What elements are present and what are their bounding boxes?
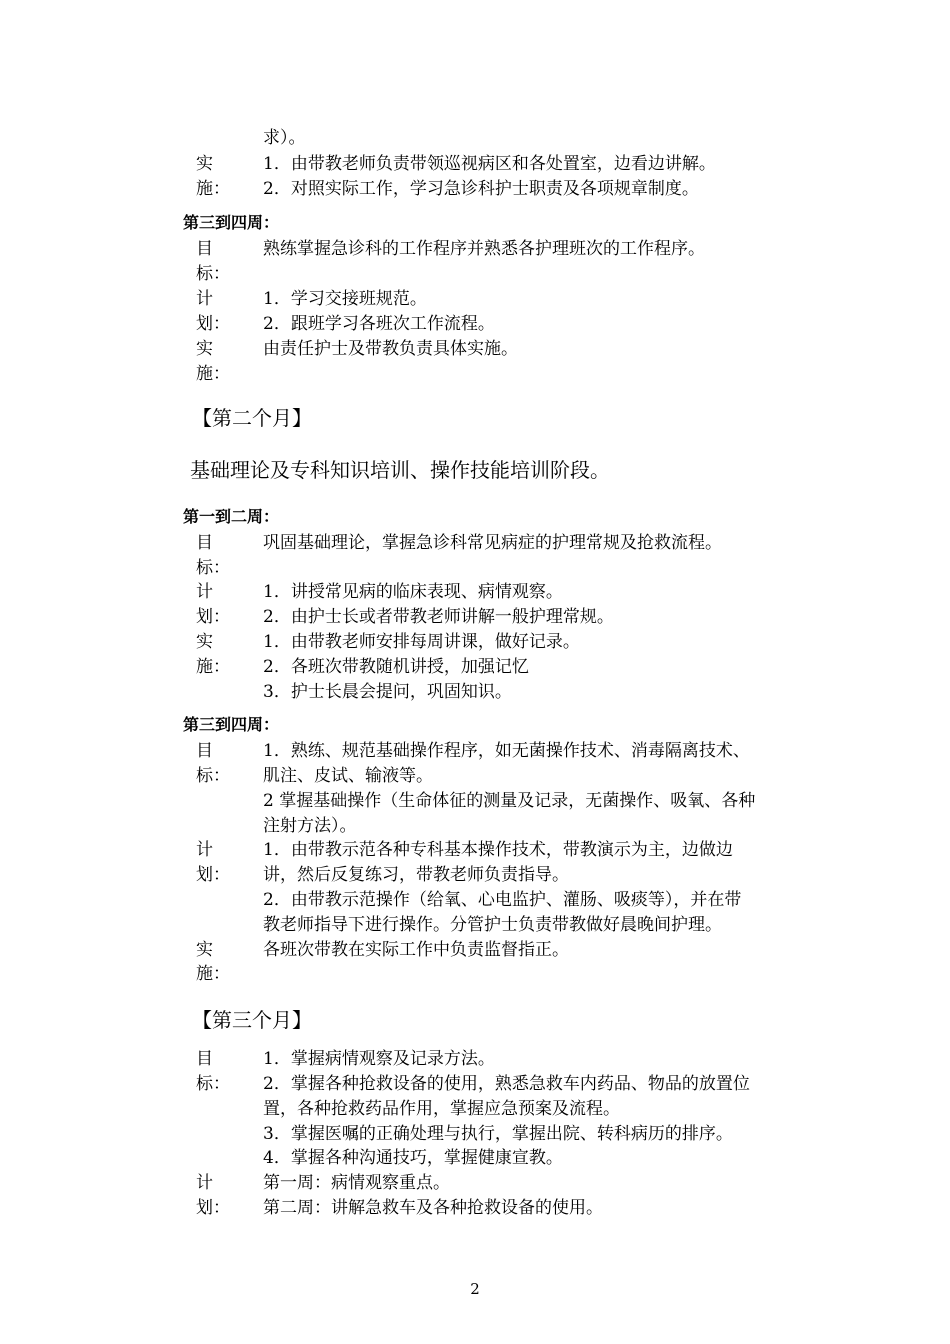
label-mu: 目 [196,533,213,553]
text-line: 4．掌握各种沟通技巧，掌握健康宣教。 [263,1148,563,1168]
label-shi2: 施： [196,657,230,677]
section-heading: 第三到四周： [183,715,280,734]
label-biao: 标： [196,1074,230,1094]
label-shi2: 施： [196,364,230,384]
text-line: 2．各班次带教随机讲授，加强记忆 [263,657,529,677]
text-line: 注射方法）。 [263,816,357,836]
text-line: 1．掌握病情观察及记录方法。 [263,1049,495,1069]
text-line: 2 掌握基础操作（生命体征的测量及记录，无菌操作、吸氧、各种 [263,791,756,811]
text-line: 2．对照实际工作，学习急诊科护士职责及各项规章制度。 [263,179,699,199]
label-hua: 划： [196,314,230,334]
text-line: 3．掌握医嘱的正确处理与执行，掌握出院、转科病历的排序。 [263,1124,733,1144]
text-line: 1．由带教老师负责带领巡视病区和各处置室，边看边讲解。 [263,154,716,174]
section-heading: 第一到二周： [183,507,280,526]
label-ji: 计 [196,840,213,860]
text-line: 2．由带教示范操作（给氧、心电监护、灌肠、吸痰等），并在带 [263,890,742,910]
text-line: 各班次带教在实际工作中负责监督指正。 [263,940,569,960]
page-number: 2 [470,1280,480,1298]
label-ji: 计 [196,582,213,602]
label-shi: 实 [196,154,213,174]
label-shi2: 施： [196,179,230,199]
section-heading: 第三到四周： [183,213,280,232]
text-line: 1．熟练、规范基础操作程序，如无菌操作技术、消毒隔离技术、 [263,741,750,761]
text-line: 第二周：讲解急救车及各种抢救设备的使用。 [263,1198,603,1218]
text-line: 肌注、皮试、输液等。 [263,766,433,786]
text-line: 由责任护士及带教负责具体实施。 [263,339,518,359]
label-ji: 计 [196,1173,213,1193]
text-line: 置，各种抢救药品作用，掌握应急预案及流程。 [263,1099,620,1119]
text-line: 1．由带教老师安排每周讲课，做好记录。 [263,632,580,652]
label-shi2: 施： [196,964,230,984]
text-line: 1．由带教示范各种专科基本操作技术，带教演示为主，边做边 [263,840,733,860]
label-shi: 实 [196,940,213,960]
text-line: 第一周：病情观察重点。 [263,1173,450,1193]
label-biao: 标： [196,766,230,786]
stage-title: 基础理论及专科知识培训、操作技能培训阶段。 [190,458,610,482]
label-biao: 标： [196,558,230,578]
text-line: 讲，然后反复练习，带教老师负责指导。 [263,865,569,885]
label-hua: 划： [196,607,230,627]
label-mu: 目 [196,741,213,761]
text-line: 教老师指导下进行操作。分管护士负责带教做好晨晚间护理。 [263,915,722,935]
label-hua: 划： [196,865,230,885]
text-line: 2．跟班学习各班次工作流程。 [263,314,495,334]
label-ji: 计 [196,289,213,309]
month-title: 【第三个月】 [192,1008,312,1032]
text-line: 1．学习交接班规范。 [263,289,427,309]
label-mu: 目 [196,239,213,259]
label-biao: 标： [196,264,230,284]
text-line: 求）。 [263,128,306,148]
text-line: 2．掌握各种抢救设备的使用，熟悉急救车内药品、物品的放置位 [263,1074,750,1094]
label-shi: 实 [196,632,213,652]
label-shi: 实 [196,339,213,359]
text-line: 3．护士长晨会提问，巩固知识。 [263,682,512,702]
text-line: 巩固基础理论，掌握急诊科常见病症的护理常规及抢救流程。 [263,533,722,553]
text-line: 1．讲授常见病的临床表现、病情观察。 [263,582,563,602]
month-title: 【第二个月】 [192,406,312,430]
label-mu: 目 [196,1049,213,1069]
text-line: 2．由护士长或者带教老师讲解一般护理常规。 [263,607,614,627]
text-line: 熟练掌握急诊科的工作程序并熟悉各护理班次的工作程序。 [263,239,705,259]
label-hua: 划： [196,1198,230,1218]
